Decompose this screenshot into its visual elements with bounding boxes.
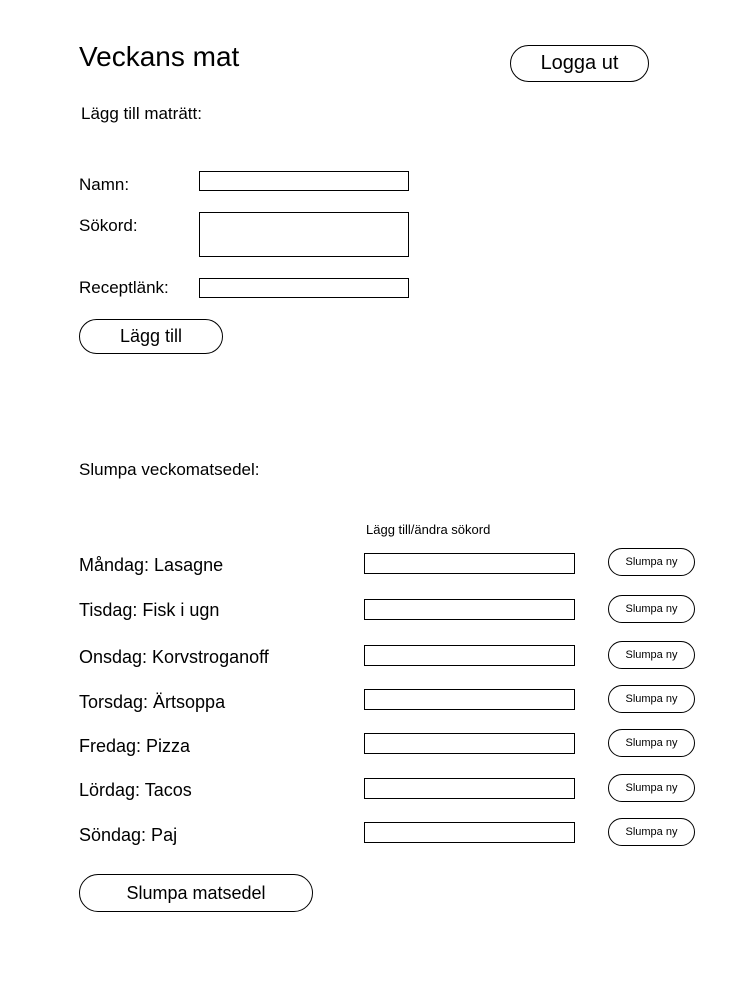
day-keyword-input[interactable] bbox=[364, 645, 575, 666]
day-label: Onsdag: Korvstroganoff bbox=[79, 647, 269, 667]
logout-button[interactable]: Logga ut bbox=[510, 45, 649, 82]
randomize-menu-button[interactable]: Slumpa matsedel bbox=[79, 874, 313, 912]
day-keyword-input[interactable] bbox=[364, 733, 575, 754]
day-keyword-input[interactable] bbox=[364, 553, 575, 574]
day-label: Torsdag: Ärtsoppa bbox=[79, 692, 226, 712]
day-label: Fredag: Pizza bbox=[79, 736, 191, 756]
recipe-link-input[interactable] bbox=[199, 278, 409, 298]
reroll-button[interactable]: Slumpa ny bbox=[608, 818, 695, 846]
reroll-button[interactable]: Slumpa ny bbox=[608, 729, 695, 757]
name-input[interactable] bbox=[199, 171, 409, 191]
reroll-button[interactable]: Slumpa ny bbox=[608, 641, 695, 669]
reroll-button[interactable]: Slumpa ny bbox=[608, 548, 695, 576]
add-dish-heading: Lägg till maträtt: bbox=[81, 104, 202, 123]
day-keyword-input[interactable] bbox=[364, 822, 575, 843]
menu-heading: Slumpa veckomatsedel: bbox=[79, 460, 260, 479]
day-keyword-input[interactable] bbox=[364, 689, 575, 710]
day-label: Tisdag: Fisk i ugn bbox=[79, 600, 220, 620]
reroll-button[interactable]: Slumpa ny bbox=[608, 595, 695, 623]
keyword-column-header: Lägg till/ändra sökord bbox=[366, 522, 491, 537]
day-keyword-input[interactable] bbox=[364, 599, 575, 620]
name-label: Namn: bbox=[79, 175, 130, 194]
day-label: Söndag: Paj bbox=[79, 825, 178, 845]
day-label: Måndag: Lasagne bbox=[79, 555, 224, 575]
keywords-input[interactable] bbox=[199, 212, 409, 257]
page-title: Veckans mat bbox=[79, 41, 240, 72]
day-keyword-input[interactable] bbox=[364, 778, 575, 799]
day-label: Lördag: Tacos bbox=[79, 780, 192, 800]
keywords-label: Sökord: bbox=[79, 216, 138, 235]
add-dish-button[interactable]: Lägg till bbox=[79, 319, 223, 354]
reroll-button[interactable]: Slumpa ny bbox=[608, 685, 695, 713]
reroll-button[interactable]: Slumpa ny bbox=[608, 774, 695, 802]
recipe-link-label: Receptlänk: bbox=[79, 278, 169, 297]
